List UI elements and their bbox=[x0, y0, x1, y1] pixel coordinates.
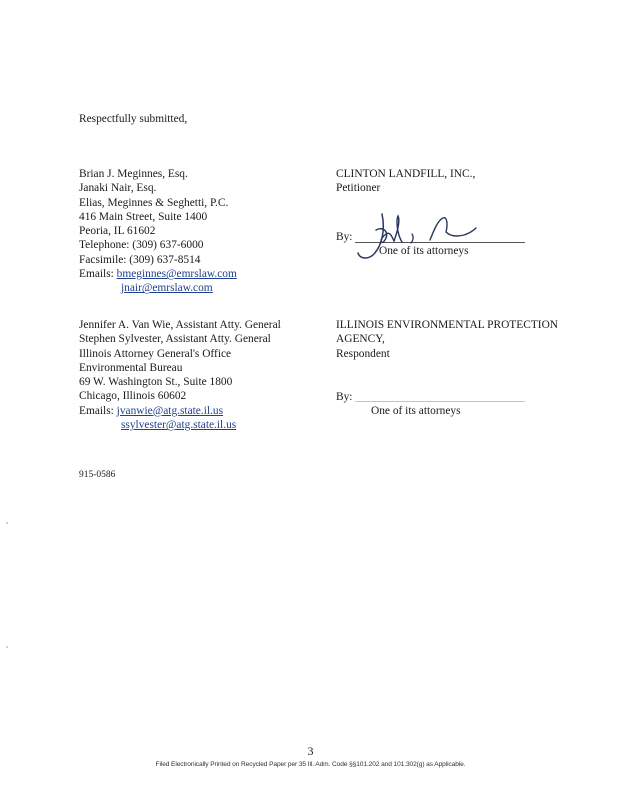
respondent-counsel-block bbox=[79, 318, 281, 432]
email-link[interactable]: jnair@emrslaw.com bbox=[121, 282, 213, 295]
counsel-name: Jennifer A. Van Wie, Assistant Atty. General bbox=[79, 319, 281, 331]
scan-speck bbox=[6, 646, 8, 648]
emails-line-2 bbox=[79, 418, 281, 432]
party-role: Petitioner bbox=[336, 182, 381, 195]
address-street: 416 Main Street, Suite 1400 bbox=[79, 210, 208, 223]
by-label: By: bbox=[336, 391, 353, 403]
scan-speck bbox=[6, 522, 8, 524]
by-label: By: bbox=[336, 231, 353, 243]
address-city: Chicago, Illinois 60602 bbox=[79, 390, 187, 403]
party-name: ILLINOIS ENVIRONMENTAL PROTECTION bbox=[336, 319, 559, 331]
party-name-cont: AGENCY, bbox=[336, 333, 385, 346]
counsel-name: Janaki Nair, Esq. bbox=[79, 182, 157, 195]
email-link[interactable]: jvanwie@atg.state.il.us bbox=[116, 404, 224, 417]
emails-line bbox=[79, 404, 281, 418]
counsel-name: Brian J. Meginnes, Esq. bbox=[79, 168, 188, 180]
emails-line-2 bbox=[79, 281, 237, 295]
telephone: Telephone: (309) 637-6000 bbox=[79, 239, 204, 252]
footer-filing-notice: Filed Electronically Printed on Recycled Paper per 35 Ill. Adm. Code §§101.202 and 101.302(g) as Applicable. bbox=[155, 761, 466, 768]
emails-label: Emails: bbox=[79, 404, 114, 417]
petitioner-party-block bbox=[336, 167, 475, 196]
signer-caption: One of its attorneys bbox=[371, 405, 461, 417]
page-number: 3 bbox=[307, 744, 314, 758]
signature-line bbox=[355, 401, 525, 402]
office-name: Illinois Attorney General's Office bbox=[79, 347, 232, 360]
party-name: CLINTON LANDFILL, INC., bbox=[336, 168, 476, 180]
respondent-party-block bbox=[336, 318, 558, 361]
emails-label: Emails: bbox=[79, 268, 114, 281]
petitioner-counsel-block bbox=[79, 167, 237, 296]
document-code: 915-0586 bbox=[79, 470, 116, 480]
closing-text: Respectfully submitted, bbox=[79, 113, 188, 125]
counsel-name: Stephen Sylvester, Assistant Atty. General bbox=[79, 333, 271, 346]
facsimile: Facsimile: (309) 637-8514 bbox=[79, 253, 201, 266]
firm-name: Elias, Meginnes & Seghetti, P.C. bbox=[79, 196, 229, 209]
email-link[interactable]: bmeginnes@emrslaw.com bbox=[116, 268, 237, 281]
bureau-name: Environmental Bureau bbox=[79, 361, 183, 374]
address-street: 69 W. Washington St., Suite 1800 bbox=[79, 376, 233, 389]
email-link[interactable]: ssylvester@atg.state.il.us bbox=[121, 419, 237, 432]
address-city: Peoria, IL 61602 bbox=[79, 225, 156, 238]
signer-caption: One of its attorneys bbox=[379, 245, 469, 257]
emails-line bbox=[79, 267, 237, 281]
party-role: Respondent bbox=[336, 347, 390, 360]
